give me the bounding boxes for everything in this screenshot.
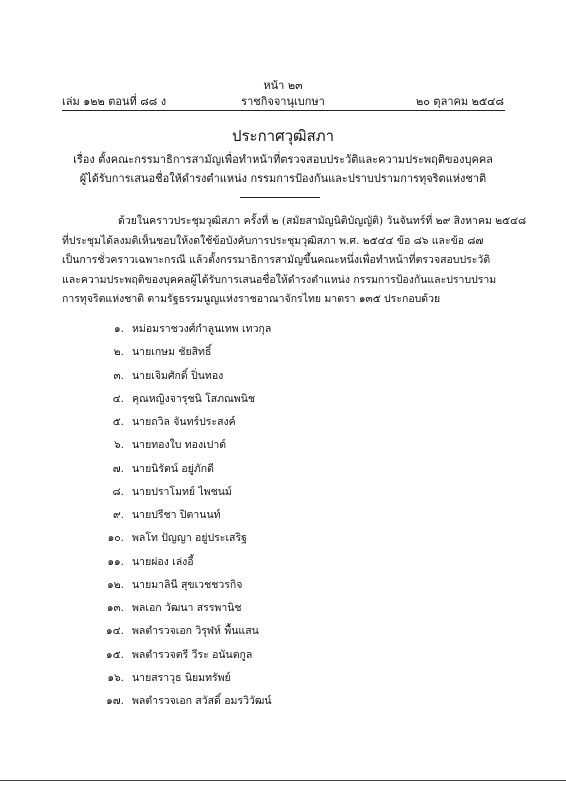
body-line: ที่ประชุมได้ลงมติเห็นชอบให้งดใช้ข้อบังคับการประชุมวุฒิสภา พ.ศ. ๒๕๔๔ ข้อ ๘๖ และข้อ ๘๗	[62, 234, 484, 247]
list-item	[98, 553, 272, 576]
member-number: ๕.	[112, 416, 124, 428]
member-number: ๑๑.	[107, 555, 124, 568]
member-number: ๑๓.	[106, 602, 124, 614]
announcement-title: ประกาศวุฒิสภา	[231, 127, 335, 145]
member-number: ๙.	[112, 509, 124, 521]
member-name: นายสราวุธ นิยมทรัพย์	[132, 671, 231, 684]
member-number: ๖.	[113, 439, 124, 452]
footer-divider	[0, 780, 566, 781]
member-number: ๑๖.	[107, 671, 124, 684]
member-name: หม่อมราชวงศ์กำลูนเทพ เทวกุล	[132, 323, 272, 335]
member-number: ๑.	[113, 323, 124, 335]
member-number: ๒.	[113, 346, 124, 359]
member-name: นายนิรัตน์ อยู่ภักดี	[132, 462, 214, 475]
list-item	[98, 599, 272, 622]
body-line: การทุจริตแห่งชาติ ตามรัฐธรรมนูญแห่งราชอาณาจักรไทย มาตรา ๑๓๕ ประกอบด้วย	[62, 293, 441, 306]
list-item	[98, 622, 272, 645]
member-name: พลตำรวจตรี วีระ อนันตกูล	[132, 648, 253, 661]
member-name: นายเจิมศักดิ์ ปิ่นทอง	[132, 369, 224, 382]
list-item	[98, 390, 272, 413]
member-number: ๔.	[112, 392, 124, 405]
member-number: ๑๐.	[107, 532, 124, 545]
gazette-name: ราชกิจจานุเบกษา	[241, 95, 325, 108]
member-name: นายปรีชา ปิตานนท์	[132, 509, 221, 521]
member-name: นายเกษม ชัยสิทธิ์	[132, 346, 212, 359]
member-name: พลเอก วัฒนา สรรพานิช	[132, 602, 242, 614]
list-item	[98, 506, 272, 529]
member-name: นายผ่อง เล่งอี้	[132, 555, 194, 568]
member-number: ๓.	[113, 369, 124, 382]
publication-date: ๒๐ ตุลาคม ๒๕๔๘	[415, 95, 504, 108]
body-line: เป็นการชั่วคราวเฉพาะกรณี แล้วตั้งกรรมาธิการสามัญขึ้นคณะหนึ่งเพื่อทำหน้าที่ตรวจสอบประวัติ	[62, 254, 491, 267]
body-line: ด้วยในคราวประชุมวุฒิสภา ครั้งที่ ๒ (สมัยสามัญนิติบัญญัติ) วันจันทร์ที่ ๒๙ สิงหาคม ๒๕๔๘	[118, 215, 527, 227]
member-name: พลตำรวจเอก วิรุฬห์ พื้นแสน	[132, 625, 259, 638]
member-name: นายถวิล จันทร์ประสงค์	[132, 416, 236, 428]
member-number: ๑๕.	[106, 648, 124, 661]
list-item	[98, 669, 272, 692]
list-item	[98, 529, 272, 552]
member-number: ๗.	[112, 462, 124, 475]
member-number: ๑๔.	[106, 625, 124, 638]
page-number: หน้า ๒๓	[263, 79, 303, 92]
member-name: นายทองใบ ทองเปาด์	[132, 439, 227, 452]
list-item	[98, 343, 272, 366]
member-number: ๘.	[112, 485, 124, 498]
announcement-body	[62, 212, 527, 310]
member-number: ๑๒.	[107, 578, 124, 591]
volume-issue: เล่ม ๑๒๒ ตอนที่ ๘๘ ง	[62, 95, 167, 108]
member-name: พลตำรวจเอก สวัสดิ์ อมรวิวัฒน์	[132, 695, 272, 707]
member-number: ๑๗.	[106, 695, 124, 707]
list-item	[98, 483, 272, 506]
header-divider	[62, 110, 505, 111]
member-name: คุณหญิงจารุชนิ โสภณพนิช	[132, 392, 256, 405]
title-divider	[240, 197, 320, 198]
list-item	[98, 646, 272, 669]
member-name: นายปราโมทย์ ไพชนม์	[132, 485, 232, 498]
announcement-subject	[0, 150, 566, 188]
list-item	[98, 436, 272, 459]
member-name: นายมาลินี สุขเวชชวรกิจ	[132, 578, 243, 591]
list-item	[98, 320, 272, 343]
page-header	[62, 92, 504, 108]
member-name: พลโท ปัญญา อยู่ประเสริฐ	[132, 532, 247, 545]
list-item	[98, 692, 272, 715]
subject-line: เรื่อง ตั้งคณะกรรมาธิการสามัญเพื่อทำหน้าที่ตรวจสอบประวัติและความประพฤติของบุคคล	[73, 153, 493, 166]
body-line: และความประพฤติของบุคคลผู้ได้รับการเสนอชื่อให้ดำรงตำแหน่ง กรรมการป้องกันและปราบปราม	[62, 273, 497, 286]
list-item	[98, 367, 272, 390]
list-item	[98, 413, 272, 436]
committee-member-list	[98, 320, 272, 715]
list-item	[98, 460, 272, 483]
list-item	[98, 576, 272, 599]
subject-line: ผู้ได้รับการเสนอชื่อให้ดำรงตำแหน่ง กรรมการป้องกันและปราบปรามการทุจริตแห่งชาติ	[79, 172, 487, 185]
